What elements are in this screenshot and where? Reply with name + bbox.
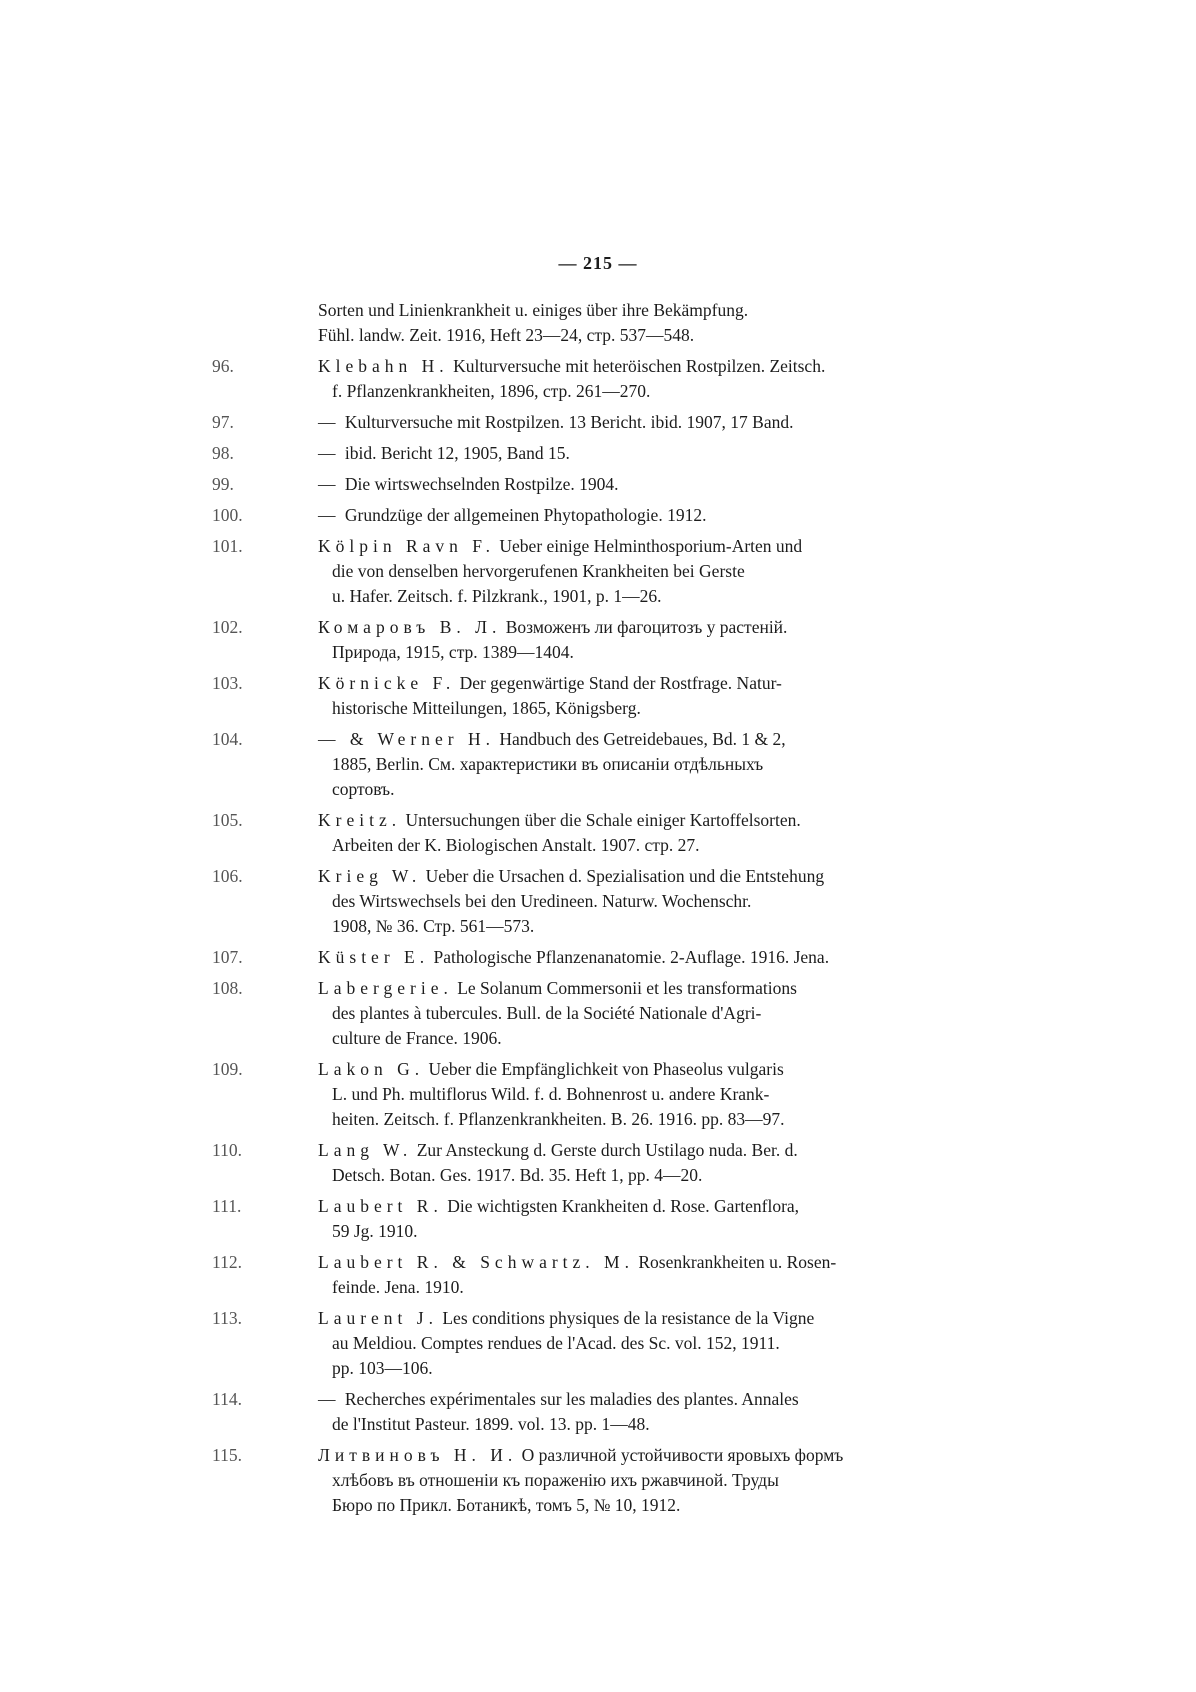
- entry-line: [318, 752, 912, 777]
- bibliography-entry: [212, 976, 912, 1051]
- entry-text: 1885, Berlin. См. характеристики въ описаніи отдѣльныхъ: [332, 754, 764, 774]
- entry-line: [318, 441, 912, 466]
- entry-author: Labergerie.: [318, 978, 453, 998]
- entry-author: Lakon G.: [318, 1059, 425, 1079]
- entry-line: [318, 889, 912, 914]
- entry-line: [318, 1412, 912, 1437]
- entry-line: [318, 777, 912, 802]
- bibliography-entry: [212, 1138, 912, 1188]
- entry-number: 114.: [212, 1389, 242, 1409]
- entry-line: [318, 1219, 912, 1244]
- entry-author: —: [318, 474, 341, 494]
- bibliography-entry: [212, 727, 912, 802]
- entry-number: 112.: [212, 1252, 242, 1272]
- entry-text: Природа, 1915, стр. 1389—1404.: [332, 642, 574, 662]
- entry-text: Les conditions physiques de la resistance de la Vigne: [442, 1308, 815, 1328]
- entry-line: [318, 1001, 912, 1026]
- bibliography-entry: [212, 615, 912, 665]
- entry-number: 106.: [212, 866, 243, 886]
- entry-text: Возможенъ ли фагоцитозъ у растеній.: [505, 617, 788, 637]
- entry-number: 115.: [212, 1445, 242, 1465]
- entry-line: [318, 640, 912, 665]
- entry-number: 108.: [212, 978, 243, 998]
- entry-text: Pathologische Pflanzenanatomie. 2-Auflage. 1916. Jena.: [433, 947, 830, 967]
- continued-entry: [212, 298, 912, 348]
- entry-text: Ueber die Empfänglichkeit von Phaseolus vulgaris: [428, 1059, 784, 1079]
- entry-line: Fühl. landw. Zeit. 1916, Heft 23—24, стр. 537—548.: [318, 325, 695, 345]
- entry-line: [318, 1082, 912, 1107]
- entry-author: Küster E.: [318, 947, 430, 967]
- entry-text: 59 Jg. 1910.: [332, 1221, 418, 1241]
- entry-text: des plantes à tubercules. Bull. de la Société Nationale d'Agri-: [332, 1003, 762, 1023]
- entry-text: 1908, № 36. Стр. 561—573.: [332, 916, 535, 936]
- bibliography-entry: [212, 808, 912, 858]
- entry-author: Klebahn H.: [318, 356, 449, 376]
- entry-text: Untersuchungen über die Schale einiger Kartoffelsorten.: [405, 810, 801, 830]
- entry-line: [318, 727, 912, 752]
- bibliography-list: [212, 298, 912, 1518]
- bibliography-entry: [212, 945, 912, 970]
- entry-text: О различной устойчивости яровыхъ формъ: [521, 1445, 844, 1465]
- entry-author: Kölpin Ravn F.: [318, 536, 496, 556]
- entry-line: [318, 559, 912, 584]
- entry-author: —: [318, 505, 341, 525]
- entry-author: Laurent J.: [318, 1308, 438, 1328]
- entry-line: [318, 976, 912, 1001]
- entry-line: [318, 503, 912, 528]
- entry-line: [318, 808, 912, 833]
- bibliography-entry: [212, 1057, 912, 1132]
- bibliography-entry: [212, 441, 912, 466]
- entry-line: [318, 354, 912, 379]
- entry-line: [318, 1331, 912, 1356]
- entry-text: Grundzüge der allgemeinen Phytopathologie. 1912.: [344, 505, 707, 525]
- entry-text: Rosenkrankheiten u. Rosen-: [638, 1252, 837, 1272]
- entry-text: des Wirtswechsels bei den Uredineen. Naturw. Wochenschr.: [332, 891, 752, 911]
- entry-text: Detsch. Botan. Ges. 1917. Bd. 35. Heft 1, pp. 4—20.: [332, 1165, 703, 1185]
- entry-line: [318, 696, 912, 721]
- entry-number: 100.: [212, 505, 243, 525]
- entry-text: Die wichtigsten Krankheiten d. Rose. Gartenflora,: [447, 1196, 800, 1216]
- entry-number: 96.: [212, 356, 234, 376]
- entry-line: [318, 1138, 912, 1163]
- entry-text: Die wirtswechselnden Rostpilze. 1904.: [344, 474, 619, 494]
- entry-line: [318, 945, 912, 970]
- bibliography-entry: [212, 410, 912, 435]
- entry-author: Körnicke F.: [318, 673, 456, 693]
- entry-number: 111.: [212, 1196, 242, 1216]
- entry-author: — & Werner H.: [318, 729, 495, 749]
- entry-text: Kulturversuche mit Rostpilzen. 13 Bericht. ibid. 1907, 17 Band.: [344, 412, 794, 432]
- entry-line: [318, 1275, 912, 1300]
- entry-line: [318, 1026, 912, 1051]
- entry-line: [318, 1493, 912, 1518]
- entry-text: Arbeiten der K. Biologischen Anstalt. 1907. стр. 27.: [332, 835, 700, 855]
- entry-author: Комаровъ В. Л.: [318, 617, 502, 637]
- entry-text: de l'Institut Pasteur. 1899. vol. 13. pp. 1—48.: [332, 1414, 650, 1434]
- entry-line: [318, 914, 912, 939]
- bibliography-entry: [212, 864, 912, 939]
- entry-text: Handbuch des Getreidebaues, Bd. 1 & 2,: [499, 729, 786, 749]
- entry-text: хлѣбовъ въ отношеніи къ пораженію ихъ ржавчиной. Труды: [332, 1470, 779, 1490]
- entry-line: [318, 1387, 912, 1412]
- entry-text: ibid. Bericht 12, 1905, Band 15.: [344, 443, 570, 463]
- entry-number: 109.: [212, 1059, 243, 1079]
- entry-author: Laubert R. & Schwartz. M.: [318, 1252, 634, 1272]
- bibliography-entry: [212, 671, 912, 721]
- entry-author: —: [318, 412, 341, 432]
- entry-author: Kreitz.: [318, 810, 402, 830]
- entry-text: Recherches expérimentales sur les maladies des plantes. Annales: [344, 1389, 799, 1409]
- bibliography-entry: [212, 1194, 912, 1244]
- entry-author: Laubert R.: [318, 1196, 443, 1216]
- entry-line: [318, 1468, 912, 1493]
- entry-number: 103.: [212, 673, 243, 693]
- entry-line: [318, 472, 912, 497]
- entry-text: f. Pflanzenkrankheiten, 1896, стр. 261—270.: [332, 381, 651, 401]
- entry-text: Ueber einige Helminthosporium-Arten und: [499, 536, 803, 556]
- entry-text: feinde. Jena. 1910.: [332, 1277, 464, 1297]
- entry-line: [318, 1057, 912, 1082]
- entry-line: [318, 410, 912, 435]
- entry-number: 99.: [212, 474, 234, 494]
- entry-text: au Meldiou. Comptes rendues de l'Acad. des Sc. vol. 152, 1911.: [332, 1333, 780, 1353]
- entry-line: [318, 1250, 912, 1275]
- entry-text: Ueber die Ursachen d. Spezialisation und die Entstehung: [425, 866, 825, 886]
- entry-author: —: [318, 443, 341, 463]
- entry-number: 110.: [212, 1140, 242, 1160]
- entry-text: Kulturversuche mit heteröischen Rostpilzen. Zeitsch.: [453, 356, 826, 376]
- entry-line: [318, 615, 912, 640]
- entry-text: pp. 103—106.: [332, 1358, 433, 1378]
- entry-number: 107.: [212, 947, 243, 967]
- entry-line: [318, 864, 912, 889]
- entry-line: [318, 534, 912, 559]
- entry-text: сортовъ.: [332, 779, 395, 799]
- entry-line: [318, 833, 912, 858]
- bibliography-entry: [212, 1387, 912, 1437]
- bibliography-entry: [212, 1250, 912, 1300]
- entry-author: Lang W.: [318, 1140, 413, 1160]
- entry-line: [318, 1306, 912, 1331]
- entry-number: 101.: [212, 536, 243, 556]
- page-number: — 215 —: [558, 253, 638, 273]
- bibliography-entry: [212, 354, 912, 404]
- entry-line: [318, 1443, 912, 1468]
- entry-text: heiten. Zeitsch. f. Pflanzenkrankheiten. B. 26. 1916. pp. 83—97.: [332, 1109, 785, 1129]
- entry-number: 102.: [212, 617, 243, 637]
- bibliography-entry: [212, 472, 912, 497]
- entry-line: [318, 1163, 912, 1188]
- entry-text: Le Solanum Commersonii et les transformations: [457, 978, 797, 998]
- entry-line: [318, 584, 912, 609]
- entry-text: L. und Ph. multiflorus Wild. f. d. Bohnenrost u. andere Krank-: [332, 1084, 770, 1104]
- bibliography-entry: [212, 503, 912, 528]
- entry-line: [318, 1194, 912, 1219]
- entry-text: Der gegenwärtige Stand der Rostfrage. Natur-: [459, 673, 782, 693]
- entry-text: Zur Ansteckung d. Gerste durch Ustilago nuda. Ber. d.: [416, 1140, 798, 1160]
- entry-author: Литвиновъ Н. И.: [318, 1445, 518, 1465]
- entry-number: 105.: [212, 810, 243, 830]
- entries-container: [212, 354, 912, 1518]
- entry-author: —: [318, 1389, 341, 1409]
- entry-number: 97.: [212, 412, 234, 432]
- bibliography-entry: [212, 1443, 912, 1518]
- entry-text: culture de France. 1906.: [332, 1028, 502, 1048]
- entry-text: u. Hafer. Zeitsch. f. Pilzkrank., 1901, p. 1—26.: [332, 586, 662, 606]
- entry-number: 98.: [212, 443, 234, 463]
- bibliography-entry: [212, 1306, 912, 1381]
- entry-line: [318, 1107, 912, 1132]
- entry-text: Бюро по Прикл. Ботаникѣ, томъ 5, № 10, 1912.: [332, 1495, 681, 1515]
- entry-text: historische Mitteilungen, 1865, Königsberg.: [332, 698, 641, 718]
- entry-number: 113.: [212, 1308, 242, 1328]
- entry-line: [318, 671, 912, 696]
- bibliography-entry: [212, 534, 912, 609]
- entry-line: [318, 1356, 912, 1381]
- entry-author: Krieg W.: [318, 866, 422, 886]
- entry-line: Sorten und Linienkrankheit u. einiges über ihre Bekämpfung.: [318, 300, 749, 320]
- entry-number: 104.: [212, 729, 243, 749]
- entry-line: [318, 379, 912, 404]
- entry-text: die von denselben hervorgerufenen Krankheiten bei Gerste: [332, 561, 745, 581]
